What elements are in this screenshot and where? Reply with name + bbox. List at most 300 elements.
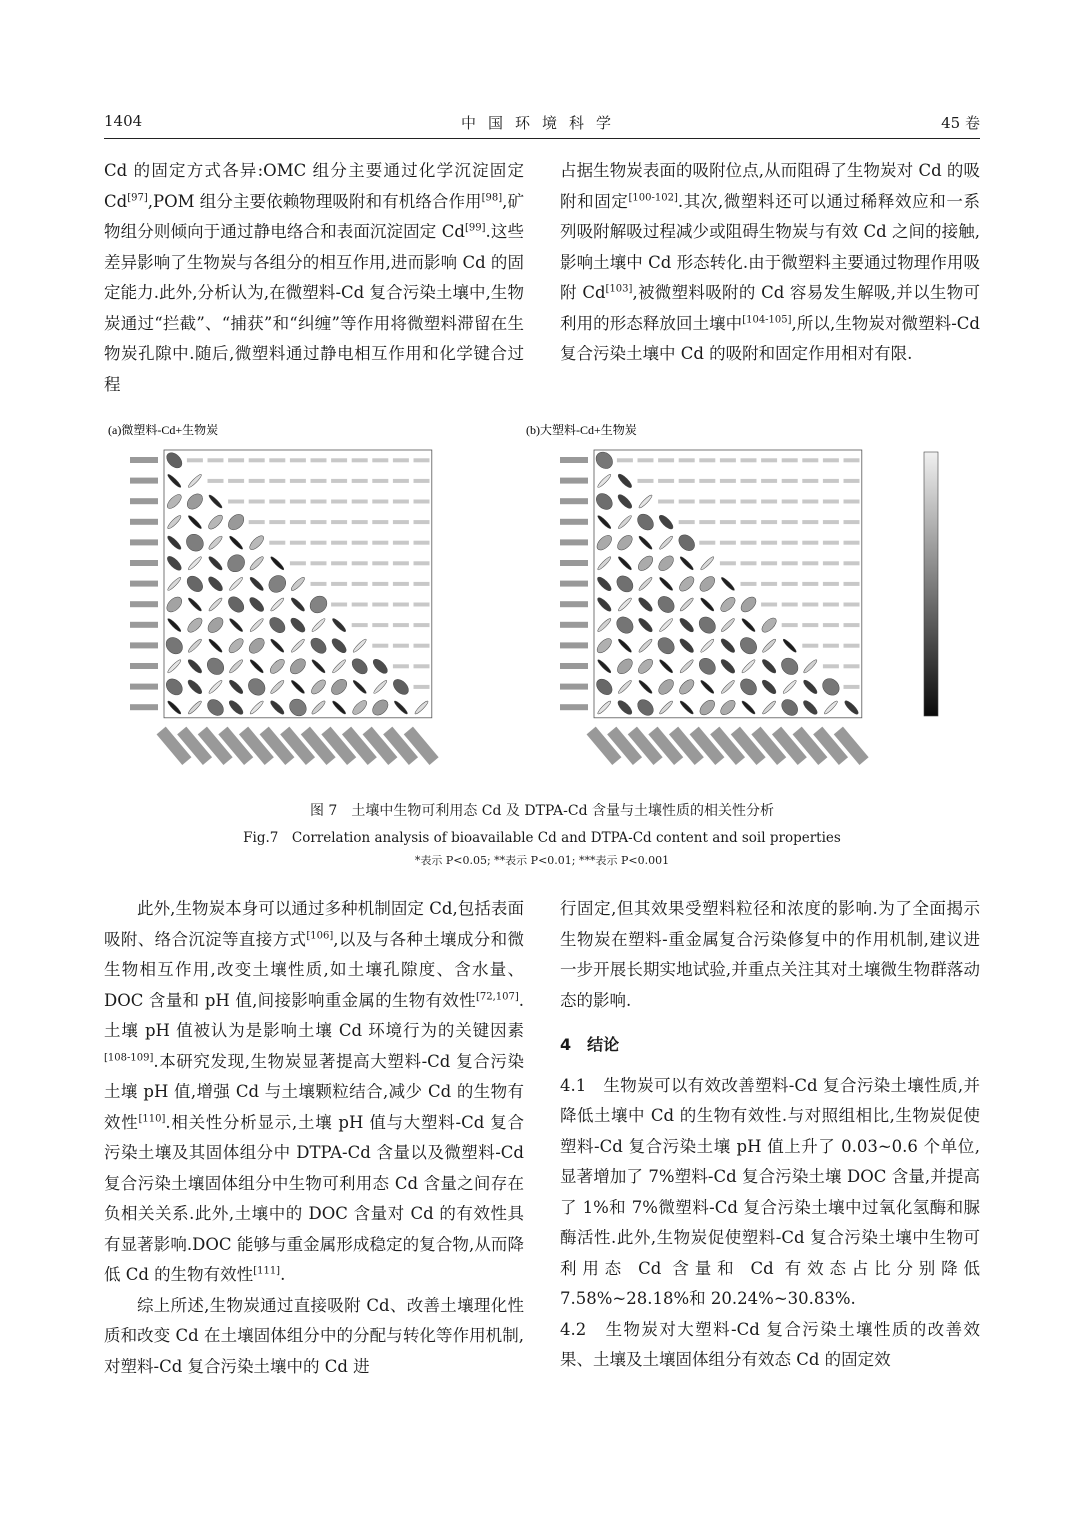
corr-ellipse xyxy=(677,574,697,594)
corr-ellipse xyxy=(246,635,267,656)
corr-ellipse xyxy=(638,494,654,510)
corr-ellipse xyxy=(658,659,674,675)
panel-a-title: (a)微塑料-Cd+生物炭 xyxy=(108,423,219,437)
corr-ellipse xyxy=(718,595,737,614)
corr-ellipse xyxy=(370,697,391,718)
corr-ellipse xyxy=(208,679,224,695)
corr-cell xyxy=(823,644,839,648)
row-label-mark xyxy=(560,539,588,545)
corr-ellipse xyxy=(718,698,738,718)
row-label-mark xyxy=(130,539,158,545)
right-bottom-paragraph: 行固定,但其效果受塑料粒径和浓度的影响.为了全面揭示生物炭在塑料-重金属复合污染修复中的作用机制,建议进一步开展长期实地试验,并重点关注其对土壤微生物群落动态的影响. xyxy=(560,899,980,1010)
corr-cell xyxy=(187,458,203,462)
corr-ellipse xyxy=(165,554,183,572)
corr-cell xyxy=(782,561,798,565)
corr-cell xyxy=(741,520,757,524)
corr-ellipse xyxy=(636,657,655,676)
corr-cell xyxy=(228,500,244,504)
corr-ellipse xyxy=(349,656,370,677)
corr-ellipse xyxy=(187,514,203,530)
corr-cell xyxy=(782,603,798,607)
corr-ellipse xyxy=(208,494,224,510)
row-label-mark xyxy=(130,478,158,484)
corr-ellipse xyxy=(248,534,266,552)
corr-ellipse xyxy=(227,636,246,655)
corr-ellipse xyxy=(737,634,760,657)
row-label-mark xyxy=(130,457,158,463)
corr-cell xyxy=(393,541,409,545)
corr-cell xyxy=(311,582,327,586)
row-label-mark xyxy=(560,684,588,690)
corr-cell xyxy=(228,458,244,462)
corr-cell xyxy=(331,520,347,524)
corr-cell xyxy=(802,500,818,504)
row-label-mark xyxy=(560,457,588,463)
corr-ellipse xyxy=(290,596,306,612)
corr-cell xyxy=(658,479,674,483)
corr-ellipse xyxy=(207,555,223,571)
corr-cell xyxy=(782,458,798,462)
corr-cell xyxy=(352,458,368,462)
corr-cell xyxy=(679,520,695,524)
corr-cell xyxy=(802,561,818,565)
corr-ellipse xyxy=(678,616,695,633)
corr-ellipse xyxy=(249,700,265,716)
corr-cell xyxy=(844,479,860,483)
corr-ellipse xyxy=(186,658,203,675)
corr-cell xyxy=(311,458,327,462)
corr-ellipse xyxy=(638,576,654,592)
corr-ellipse xyxy=(265,572,289,596)
corr-ellipse xyxy=(290,679,306,695)
corr-cell xyxy=(679,479,695,483)
corr-ellipse xyxy=(165,492,184,511)
corr-cell xyxy=(249,520,265,524)
corr-ellipse xyxy=(741,700,757,716)
row-label-mark xyxy=(130,704,158,710)
corr-ellipse xyxy=(678,637,695,654)
corr-ellipse xyxy=(617,638,633,654)
row-label-mark xyxy=(560,581,588,587)
left-bottom-paragraph-1: 此外,生物炭本身可以通过多种机制固定 Cd,包括表面吸附、络合沉淀等直接方式[106],以及与各种土壤成分和微生物相互作用,改变土壤性质,如土壤孔隙度、含水量、DOC 含量和 pH 值,间接影响重金属的生物有效性[72,107].土壤 pH 值被认为是影响土壤 Cd 环境行为的关键因素[108-109].本研究发现,生物炭显著提高大塑料-Cd 复合污染土壤 pH 值,增强 Cd 与土壤颗粒结合,减少 Cd 的生物有效性[110].相关性分析显示,土壤 pH 值与大塑料-Cd 复合污染土壤及其固体组分中 DTPA-Cd 含量以及微塑料-Cd 复合污染土壤固体组分中生物可利用态 Cd 含量之间存在负相关关系.此外,土壤中的 DOC 含量对 Cd 的有效性具有显著影响.DOC 能够与重金属形成稳定的复合物,从而降低 Cd 的生物有效性[111]. xyxy=(104,899,525,1284)
corr-cell xyxy=(311,541,327,545)
row-label-mark xyxy=(560,519,588,525)
corr-cell xyxy=(269,479,285,483)
corr-ellipse xyxy=(658,535,674,551)
corr-cell xyxy=(352,541,368,545)
corr-ellipse xyxy=(719,637,736,654)
corr-ellipse xyxy=(638,638,654,654)
corr-ellipse xyxy=(166,514,182,530)
corr-cell xyxy=(372,458,388,462)
corr-ellipse xyxy=(615,656,635,676)
corr-ellipse xyxy=(249,659,265,675)
corr-ellipse xyxy=(741,617,757,633)
corr-cell xyxy=(844,541,860,545)
corr-ellipse xyxy=(595,636,614,655)
volume-label: 45 卷 xyxy=(941,114,980,132)
corr-cell xyxy=(352,520,368,524)
row-label-mark xyxy=(130,519,158,525)
row-label-mark xyxy=(560,663,588,669)
corr-cell xyxy=(269,458,285,462)
corr-cell xyxy=(393,479,409,483)
corr-ellipse xyxy=(635,697,657,719)
corr-cell xyxy=(393,520,409,524)
corr-cell xyxy=(720,541,736,545)
corr-cell xyxy=(372,582,388,586)
corr-cell xyxy=(823,520,839,524)
corr-cell xyxy=(761,603,777,607)
corr-cell xyxy=(761,520,777,524)
corr-ellipse xyxy=(167,576,183,592)
corr-cell xyxy=(372,561,388,565)
corr-cell xyxy=(844,603,860,607)
corr-cell xyxy=(761,500,777,504)
corr-cell xyxy=(331,458,347,462)
corr-ellipse xyxy=(656,553,676,573)
corr-cell xyxy=(741,500,757,504)
corr-ellipse xyxy=(331,617,347,633)
corr-ellipse xyxy=(228,678,245,695)
corr-ellipse xyxy=(206,575,224,593)
corr-ellipse xyxy=(677,677,696,696)
corr-ellipse xyxy=(330,636,349,655)
row-label-mark xyxy=(130,581,158,587)
corr-cell xyxy=(802,479,818,483)
corr-ellipse xyxy=(700,556,716,572)
corr-ellipse xyxy=(823,700,839,716)
corr-cell xyxy=(823,479,839,483)
corr-ellipse xyxy=(167,617,183,633)
corr-ellipse xyxy=(225,594,246,615)
corr-cell xyxy=(802,520,818,524)
corr-ellipse xyxy=(637,596,654,613)
corr-ellipse xyxy=(245,675,268,698)
corr-ellipse xyxy=(597,514,613,530)
corr-ellipse xyxy=(597,659,613,675)
corr-ellipse xyxy=(225,511,246,532)
corr-cell xyxy=(372,520,388,524)
corr-cell xyxy=(393,644,409,648)
corr-cell xyxy=(414,458,430,462)
corr-cell xyxy=(802,644,818,648)
corr-ellipse xyxy=(187,597,203,613)
corr-ellipse xyxy=(761,638,777,654)
corr-ellipse xyxy=(676,532,698,554)
corr-ellipse xyxy=(228,535,244,551)
corr-ellipse xyxy=(617,597,633,613)
corr-ellipse xyxy=(187,638,203,654)
corr-cell xyxy=(782,541,798,545)
corr-ellipse xyxy=(352,679,368,695)
corr-cell xyxy=(372,603,388,607)
corr-ellipse xyxy=(655,593,678,616)
corr-ellipse xyxy=(270,597,286,613)
corr-ellipse xyxy=(289,616,308,635)
corr-cell xyxy=(249,500,265,504)
corr-cell xyxy=(699,458,715,462)
corr-ellipse xyxy=(208,638,224,654)
corr-ellipse xyxy=(802,658,818,674)
corr-ellipse xyxy=(270,638,286,654)
corr-ellipse xyxy=(638,679,654,695)
corr-ellipse xyxy=(616,493,634,511)
correlation-figure xyxy=(104,420,980,860)
row-label-mark xyxy=(130,663,158,669)
corr-cell xyxy=(658,500,674,504)
corr-cell xyxy=(352,500,368,504)
corr-ellipse xyxy=(658,617,674,633)
corr-ellipse xyxy=(248,555,264,571)
colorbar-gradient xyxy=(924,452,938,716)
corr-ellipse xyxy=(696,614,719,637)
right-column-top xyxy=(560,156,980,370)
corr-ellipse xyxy=(657,513,675,531)
corr-ellipse xyxy=(269,679,285,695)
corr-ellipse xyxy=(183,531,207,555)
corr-ellipse xyxy=(819,675,842,698)
corr-ellipse xyxy=(700,638,716,654)
corr-cell xyxy=(844,685,860,689)
corr-cell xyxy=(414,520,430,524)
corr-cell xyxy=(679,458,695,462)
conclusion-4-2: 4.2 生物炭对大塑料-Cd 复合污染土壤性质的改善效果、土壤及土壤固体组分有效态 Cd 的固定效 xyxy=(560,1319,980,1369)
row-label-mark xyxy=(130,601,158,607)
corr-cell xyxy=(352,582,368,586)
corr-cell xyxy=(761,561,777,565)
corr-ellipse xyxy=(801,699,819,717)
corr-cell xyxy=(802,458,818,462)
corr-ellipse xyxy=(307,593,331,617)
corr-ellipse xyxy=(268,657,287,676)
corr-ellipse xyxy=(634,511,656,533)
corr-cell xyxy=(844,644,860,648)
corr-ellipse xyxy=(287,656,308,677)
corr-cell xyxy=(372,479,388,483)
corr-cell xyxy=(352,623,368,627)
corr-ellipse xyxy=(720,617,736,633)
corr-cell xyxy=(414,479,430,483)
corr-cell xyxy=(699,479,715,483)
corr-ellipse xyxy=(782,638,798,654)
corr-ellipse xyxy=(187,700,203,716)
corr-ellipse xyxy=(679,659,695,675)
journal-title: 中国环境科学 xyxy=(460,114,623,132)
corr-cell xyxy=(290,479,306,483)
corr-ellipse xyxy=(228,658,244,674)
corr-cell xyxy=(699,520,715,524)
corr-ellipse xyxy=(596,575,614,593)
corr-cell xyxy=(720,500,736,504)
corr-cell xyxy=(844,561,860,565)
corr-cell xyxy=(782,623,798,627)
corr-ellipse xyxy=(593,676,615,698)
corr-ellipse xyxy=(617,514,633,530)
corr-cell xyxy=(802,623,818,627)
corr-cell xyxy=(311,479,327,483)
corr-cell xyxy=(741,458,757,462)
corr-ellipse xyxy=(414,700,430,716)
corr-cell xyxy=(823,664,839,668)
header-rule xyxy=(104,138,980,139)
corr-cell xyxy=(741,582,757,586)
corr-cell xyxy=(393,458,409,462)
corr-cell xyxy=(249,479,265,483)
corr-ellipse xyxy=(308,635,329,656)
corr-ellipse xyxy=(720,679,736,695)
corr-ellipse xyxy=(802,678,819,695)
panel-b-matrix xyxy=(560,449,869,765)
corr-cell xyxy=(823,623,839,627)
page-number: 1404 xyxy=(104,112,143,130)
corr-cell xyxy=(393,664,409,668)
corr-cell xyxy=(414,644,430,648)
corr-ellipse xyxy=(187,473,203,489)
corr-ellipse xyxy=(373,679,389,695)
corr-cell xyxy=(844,520,860,524)
corr-ellipse xyxy=(228,576,244,592)
corr-ellipse xyxy=(227,699,245,717)
corr-cell xyxy=(802,582,818,586)
corr-ellipse xyxy=(597,473,613,489)
corr-ellipse xyxy=(593,449,616,472)
corr-cell xyxy=(414,664,430,668)
corr-ellipse xyxy=(700,679,716,695)
corr-ellipse xyxy=(597,700,613,716)
corr-cell xyxy=(823,603,839,607)
corr-cell xyxy=(844,500,860,504)
corr-ellipse xyxy=(163,634,186,657)
corr-cell xyxy=(372,500,388,504)
corr-cell xyxy=(802,541,818,545)
row-label-mark xyxy=(560,704,588,710)
corr-cell xyxy=(414,623,430,627)
corr-cell xyxy=(249,458,265,462)
corr-ellipse xyxy=(596,617,612,633)
corr-cell xyxy=(844,623,860,627)
section-heading-conclusion: 4 结论 xyxy=(560,1035,620,1054)
corr-ellipse xyxy=(290,638,306,654)
corr-ellipse xyxy=(596,596,613,613)
corr-ellipse xyxy=(843,699,860,716)
corr-ellipse xyxy=(290,576,307,593)
corr-ellipse xyxy=(331,659,347,675)
corr-ellipse xyxy=(696,655,719,678)
row-label-mark xyxy=(130,498,158,504)
corr-cell xyxy=(761,458,777,462)
corr-cell xyxy=(311,561,327,565)
corr-ellipse xyxy=(393,700,409,716)
corr-cell xyxy=(699,541,715,545)
corr-ellipse xyxy=(594,533,614,553)
corr-cell xyxy=(638,458,654,462)
corr-ellipse xyxy=(738,594,758,614)
corr-cell xyxy=(331,561,347,565)
corr-cell xyxy=(269,500,285,504)
corr-cell xyxy=(352,603,368,607)
corr-cell xyxy=(761,479,777,483)
corr-ellipse xyxy=(205,615,226,636)
corr-cell xyxy=(414,541,430,545)
page-header xyxy=(104,112,980,136)
corr-cell xyxy=(331,603,347,607)
corr-ellipse xyxy=(656,677,676,697)
row-label-mark xyxy=(560,498,588,504)
corr-ellipse xyxy=(184,573,206,595)
corr-cell xyxy=(208,479,224,483)
corr-ellipse xyxy=(638,535,654,551)
corr-ellipse xyxy=(616,698,634,716)
corr-ellipse xyxy=(658,576,674,592)
corr-ellipse xyxy=(166,534,183,551)
colorbar xyxy=(924,452,938,716)
corr-ellipse xyxy=(167,700,183,716)
corr-ellipse xyxy=(187,556,203,572)
corr-ellipse xyxy=(185,616,204,635)
corr-ellipse xyxy=(224,551,248,575)
corr-ellipse xyxy=(352,638,368,654)
corr-ellipse xyxy=(249,617,265,633)
corr-ellipse xyxy=(658,700,674,716)
corr-cell xyxy=(782,520,798,524)
corr-ellipse xyxy=(208,597,224,613)
corr-ellipse xyxy=(655,634,678,657)
corr-ellipse xyxy=(163,676,185,698)
corr-cell xyxy=(658,458,674,462)
left-column-bottom xyxy=(104,894,524,1382)
corr-ellipse xyxy=(204,696,226,718)
corr-cell xyxy=(311,520,327,524)
corr-ellipse xyxy=(720,576,736,592)
corr-cell xyxy=(414,685,430,689)
corr-ellipse xyxy=(617,679,633,695)
corr-ellipse xyxy=(697,697,717,717)
corr-ellipse xyxy=(697,574,717,594)
corr-ellipse xyxy=(636,553,656,573)
row-label-mark xyxy=(130,622,158,628)
corr-ellipse xyxy=(613,614,636,637)
corr-ellipse xyxy=(637,617,654,634)
corr-cell xyxy=(823,561,839,565)
corr-ellipse xyxy=(679,556,695,572)
corr-cell xyxy=(393,500,409,504)
corr-ellipse xyxy=(741,659,757,675)
corr-cell xyxy=(269,520,285,524)
corr-cell xyxy=(802,603,818,607)
corr-ellipse xyxy=(597,556,613,572)
corr-ellipse xyxy=(391,677,412,698)
figure-note: *表示 P<0.05; **表示 P<0.01; ***表示 P<0.001 xyxy=(414,854,670,867)
row-label-mark xyxy=(560,622,588,628)
row-label-mark xyxy=(560,601,588,607)
corr-cell xyxy=(269,541,285,545)
corr-ellipse xyxy=(267,614,288,635)
corr-ellipse xyxy=(760,616,779,635)
corr-ellipse xyxy=(247,595,265,613)
corr-ellipse xyxy=(207,535,223,551)
left-bottom-paragraph-2: 综上所述,生物炭通过直接吸附 Cd、改善土壤理化性质和改变 Cd 在土壤固体组分中的分配与转化等作用机制,对塑料-Cd 复合污染土壤中的 Cd 进 xyxy=(104,1295,524,1376)
corr-ellipse xyxy=(778,655,801,678)
corr-cell xyxy=(393,582,409,586)
corr-ellipse xyxy=(206,513,224,531)
corr-cell xyxy=(823,500,839,504)
corr-ellipse xyxy=(760,678,778,696)
corr-cell xyxy=(414,582,430,586)
corr-cell xyxy=(617,458,633,462)
left-column-top xyxy=(104,156,524,400)
corr-ellipse xyxy=(679,597,695,613)
